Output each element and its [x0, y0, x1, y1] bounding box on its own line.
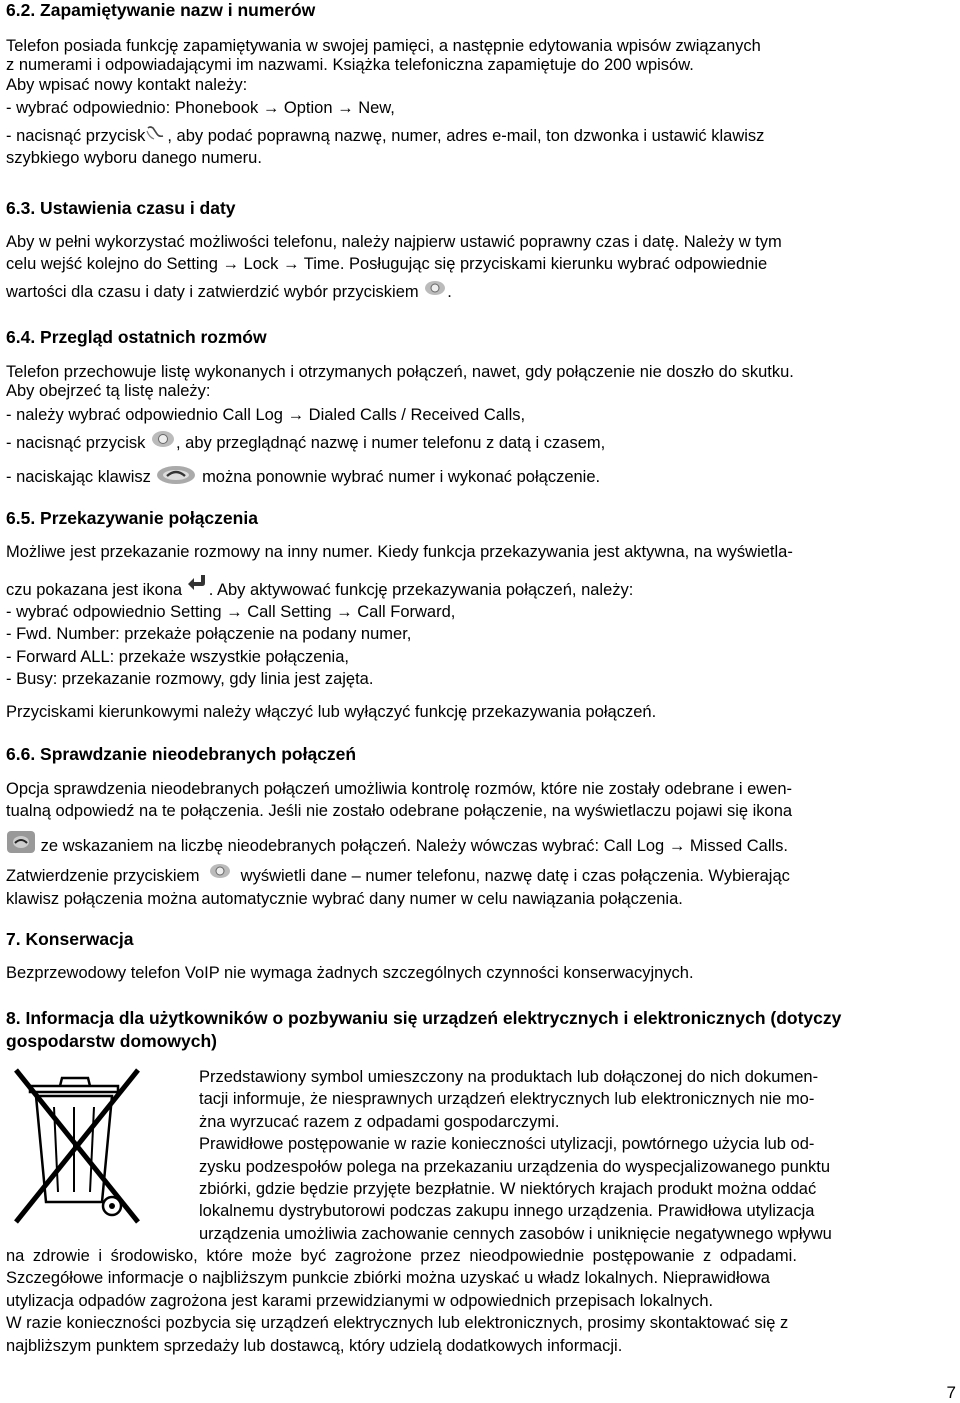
paragraph-line: - Forward ALL: przekaże wszystkie połączenia,: [6, 647, 349, 666]
section-6-5-heading: 6.5. Przekazywanie połączenia: [6, 508, 258, 528]
paragraph-line: Telefon przechowuje listę wykonanych i otrzymanych połączeń, nawet, gdy połączenie nie doszło do skutku.: [6, 363, 794, 381]
text-fragment: ze wskazaniem na liczbę nieodebranych połączeń. Należy wówczas wybrać: Call Log → Missed Calls.: [40, 836, 789, 855]
paragraph-line: W razie konieczności pozbycia się urządzeń elektrycznych lub elektronicznych, prosimy skontaktować się z: [6, 1314, 789, 1333]
softkey-icon: [145, 125, 167, 149]
ok-button-icon: [150, 429, 176, 455]
text-fragment: , aby przeglądnąć nazwę i numer telefonu z datą i czasem,: [175, 434, 606, 453]
paragraph-line: Prawidłowe postępowanie w razie konieczności utylizacji, powtórnego użycia lub od-: [199, 1135, 815, 1154]
paragraph-line: Bezprzewodowy telefon VoIP nie wymaga żadnych szczególnych czynności konserwacyjnych.: [6, 964, 694, 982]
section-6-2-heading: 6.2. Zapamiętywanie nazw i numerów: [6, 0, 316, 20]
text-fragment: Zatwierdzenie przyciskiem: [6, 867, 200, 886]
paragraph-line: Telefon posiada funkcję zapamiętywania w swojej pamięci, a następnie edytowania wpisów związanych: [6, 37, 761, 55]
paragraph-line: [6, 125, 958, 149]
paragraph-line: - Fwd. Number: przekaże połączenie na podany numer,: [6, 625, 412, 644]
section-6-2-body: [6, 35, 958, 169]
paragraph-line: szybkiego wyboru danego numeru.: [6, 149, 262, 168]
section-6-6-body: [6, 778, 958, 910]
paragraph-line: tualną odpowiedź na te połączenia. Jeśli nie zostało odebrane połączenie, na wyświetlaczu pojawi się ikona: [6, 802, 793, 821]
paragraph-line: [6, 429, 958, 455]
text-fragment: czu pokazana jest ikona: [6, 581, 183, 600]
paragraph-line: żna wyrzucać razem z odpadami gospodarczymi.: [199, 1112, 560, 1131]
paragraph-line: tacji informuje, że niesprawnych urządzeń elektrycznych lub elektronicznych nie mo-: [199, 1090, 815, 1109]
section-6-4-heading: 6.4. Przegląd ostatnich rozmów: [6, 327, 267, 347]
paragraph-line: lokalnemu dystrybutorowi podczas zakupu innego urządzenia. Prawidłowa utylizacja: [199, 1202, 815, 1221]
paragraph-line: Opcja sprawdzenia nieodebranych połączeń umożliwia kontrolę rozmów, które nie zostały odebrane i ewen-: [6, 780, 793, 798]
text-fragment: , aby podać poprawną nazwę, numer, adres e-mail, ton dzwonka i ustawić klawisz: [167, 126, 765, 145]
paragraph-line: [6, 279, 958, 303]
heading-line: 8. Informacja dla użytkowników o pozbywaniu się urządzeń elektrycznych i elektronicznych (dotyczy: [6, 1008, 842, 1028]
paragraph-line: [6, 830, 958, 860]
paragraph-line: utylizacja odpadów zagrożona jest karami przewidzianymi w odpowiednich przepisach lokalnych.: [6, 1291, 714, 1310]
missed-call-icon: [6, 830, 36, 860]
paragraph-line: Przyciskami kierunkowymi należy włączyć lub wyłączyć funkcję przekazywania połączeń.: [6, 703, 657, 722]
paragraph-line: Szczegółowe informacje o najbliższym punkcie zbiórki można uzyskać u władz lokalnych. Nieprawidłowa: [6, 1269, 770, 1288]
section-6-4-body: [6, 361, 958, 492]
paragraph-line: - wybrać odpowiednio: Phonebook → Option → New,: [6, 99, 395, 118]
section-7-body: [6, 962, 958, 984]
text-fragment: można ponownie wybrać numer i wykonać połączenie.: [202, 467, 601, 486]
ok-button-icon: [423, 279, 447, 303]
paragraph-line: najbliższym punktem sprzedaży lub dostawcą, który udzielą dodatkowych informacji.: [6, 1336, 623, 1355]
text-fragment: - nacisnąć przycisk: [6, 126, 146, 145]
section-8-body-right: [199, 1066, 957, 1245]
page-number: 7: [946, 1383, 956, 1402]
section-8-heading: [6, 1008, 958, 1052]
paragraph-line: zysku podzespołów polega na przekazaniu urządzenia do wyspecjalizowanego punktu: [199, 1157, 831, 1176]
paragraph-line: - wybrać odpowiednio Setting → Call Setting → Call Forward,: [6, 602, 456, 621]
paragraph-line: na zdrowie i środowisko, które może być zagrożone przez nieodpowiednie postępowanie z odpadami.: [6, 1247, 797, 1265]
text-fragment: - nacisnąć przycisk: [6, 434, 146, 453]
text-fragment: wartości dla czasu i daty i zatwierdzić wybór przyciskiem: [6, 282, 419, 301]
text-fragment: - naciskając klawisz: [6, 467, 151, 486]
text-fragment: .: [447, 282, 452, 301]
section-6-5-body: [6, 541, 958, 724]
section-8-body-full: [6, 1245, 958, 1357]
ok-button-icon: [208, 862, 232, 886]
paragraph-line: urządzenia umożliwia zachowanie cennych zasobów i uniknięcie negatywnego wpływu: [199, 1224, 832, 1243]
heading-line: gospodarstw domowych): [6, 1031, 217, 1051]
paragraph-line: [6, 573, 958, 601]
paragraph-line: Przedstawiony symbol umieszczony na produktach lub dołączonej do nich dokumen-: [199, 1068, 819, 1086]
paragraph-line: Aby obejrzeć tą listę należy:: [6, 382, 211, 401]
weee-crossed-bin-icon: [8, 1062, 148, 1232]
call-forward-icon: [187, 573, 209, 599]
paragraph-line: Możliwe jest przekazanie rozmowy na inny numer. Kiedy funkcja przekazywania jest aktywna, na wyświetla-: [6, 543, 793, 561]
section-6-6-heading: 6.6. Sprawdzanie nieodebranych połączeń: [6, 744, 357, 764]
section-6-3-heading: 6.3. Ustawienia czasu i daty: [6, 198, 236, 218]
paragraph-line: [6, 464, 958, 492]
paragraph-line: z numerami i odpowiadającymi im nazwami. Książka telefoniczna zapamiętuje do 200 wpisów.: [6, 56, 694, 75]
section-6-3-body: [6, 231, 958, 303]
paragraph-line: zbiórki, gdzie będzie przyjęte bezpłatnie. W niektórych krajach produkt można oddać: [199, 1180, 817, 1199]
section-7-heading: 7. Konserwacja: [6, 929, 134, 949]
call-key-icon: [155, 464, 197, 492]
paragraph-line: klawisz połączenia można automatycznie wybrać dany numer w celu nawiązania połączenia.: [6, 889, 683, 908]
text-fragment: wyświetli dane – numer telefonu, nazwę datę i czas połączenia. Wybierając: [240, 867, 790, 886]
paragraph-line: [6, 862, 958, 887]
paragraph-line: celu wejść kolejno do Setting → Lock → Time. Posługując się przyciskami kierunku wybrać odpowiednie: [6, 255, 768, 274]
paragraph-line: Aby w pełni wykorzystać możliwości telefonu, należy najpierw ustawić poprawny czas i datę. Należy w tym: [6, 233, 782, 251]
paragraph-line: - należy wybrać odpowiednio Call Log → Dialed Calls / Received Calls,: [6, 405, 526, 424]
text-fragment: . Aby aktywować funkcję przekazywania połączeń, należy:: [208, 581, 634, 600]
paragraph-line: Aby wpisać nowy kontakt należy:: [6, 75, 248, 94]
paragraph-line: - Busy: przekazanie rozmowy, gdy linia jest zajęta.: [6, 670, 374, 689]
